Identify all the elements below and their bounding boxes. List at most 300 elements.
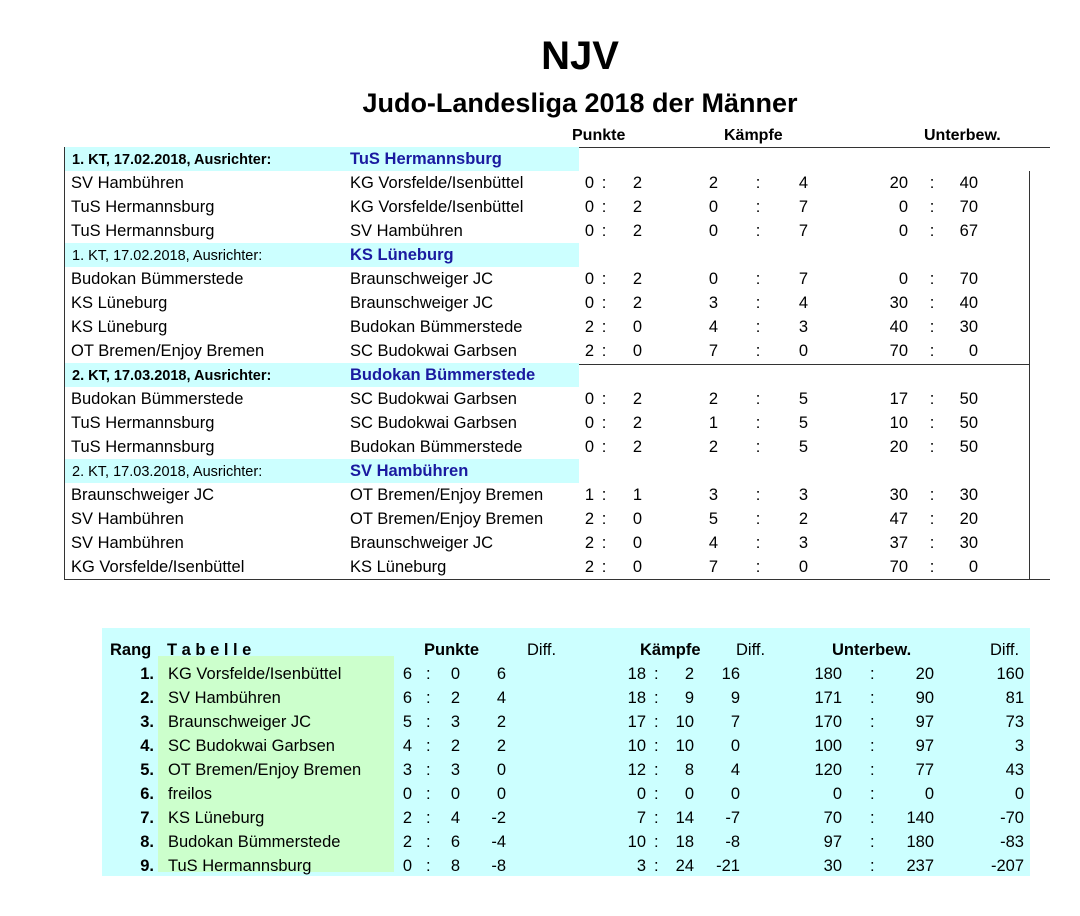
score-colon: : (929, 222, 935, 240)
away-team: OT Bremen/Enjoy Bremen (350, 510, 544, 528)
score-colon: : (870, 833, 875, 851)
team-name: KG Vorsfelde/Isenbüttel (168, 665, 342, 683)
score-colon: : (929, 558, 935, 576)
home-team: Budokan Bümmerstede (71, 390, 244, 408)
fights-won: 3 (636, 857, 646, 875)
score-away: 0 (968, 342, 978, 360)
fights-home: 3 (708, 486, 718, 504)
away-team: SC Budokwai Garbsen (350, 390, 517, 408)
away-team: Budokan Bümmerstede (350, 438, 523, 456)
rank: 6. (140, 785, 154, 803)
round-host: TuS Hermannsburg (350, 150, 502, 168)
points-colon: : (601, 342, 607, 360)
match-row (64, 387, 1030, 411)
home-team: TuS Hermannsburg (71, 438, 215, 456)
home-team: KS Lüneburg (71, 294, 168, 312)
score-lost: 77 (915, 761, 934, 779)
fights-lost: 10 (675, 713, 694, 731)
points-away: 0 (632, 342, 642, 360)
fights-away: 7 (798, 270, 808, 288)
score-lost: 20 (915, 665, 934, 683)
points-colon: : (426, 809, 431, 827)
fights-won: 17 (627, 713, 646, 731)
points-away: 2 (632, 414, 642, 432)
points-lost: 0 (450, 785, 460, 803)
results-table (64, 147, 1030, 579)
fights-lost: 0 (684, 785, 694, 803)
score-away: 50 (959, 390, 978, 408)
score-colon: : (929, 414, 935, 432)
points-home: 0 (584, 414, 594, 432)
standings-row (102, 734, 1030, 758)
fights-colon: : (654, 737, 659, 755)
points-home: 1 (584, 486, 594, 504)
points-away: 2 (632, 438, 642, 456)
round-header-row (64, 243, 1030, 267)
score-colon: : (929, 342, 935, 360)
fights-colon: : (755, 414, 761, 432)
match-row (64, 435, 1030, 459)
standings-row (102, 758, 1030, 782)
fights-home: 7 (708, 342, 718, 360)
round-host: KS Lüneburg (350, 246, 454, 264)
fights-away: 3 (798, 486, 808, 504)
score-won: 30 (823, 857, 842, 875)
fights-diff: 16 (721, 665, 740, 683)
fights-colon: : (755, 438, 761, 456)
rank: 2. (140, 689, 154, 707)
round-header-label: 2. KT, 17.03.2018, Ausrichter: (72, 464, 263, 480)
fights-colon: : (755, 318, 761, 336)
match-row (64, 219, 1030, 243)
score-away: 70 (959, 270, 978, 288)
points-away: 2 (632, 198, 642, 216)
team-name: TuS Hermannsburg (168, 857, 312, 875)
points-away: 2 (632, 390, 642, 408)
score-colon: : (929, 270, 935, 288)
score-home: 20 (889, 438, 908, 456)
team-name: Budokan Bümmerstede (168, 833, 341, 851)
points-home: 0 (584, 390, 594, 408)
fights-colon: : (755, 486, 761, 504)
round-header-label: 2. KT, 17.03.2018, Ausrichter: (72, 368, 272, 384)
fights-diff: -21 (716, 857, 740, 875)
fights-colon: : (755, 558, 761, 576)
fights-won: 18 (627, 689, 646, 707)
score-home: 70 (889, 342, 908, 360)
points-lost: 6 (450, 833, 460, 851)
score-diff: -207 (990, 857, 1024, 875)
column-header-punkte: Punkte (572, 127, 626, 144)
points-colon: : (601, 558, 607, 576)
points-home: 0 (584, 198, 594, 216)
points-home: 0 (584, 174, 594, 192)
fights-lost: 10 (675, 737, 694, 755)
points-colon: : (601, 270, 607, 288)
page-title: NJV (541, 34, 619, 78)
points-won: 6 (402, 689, 412, 707)
points-away: 2 (632, 294, 642, 312)
team-name: OT Bremen/Enjoy Bremen (168, 761, 362, 779)
score-colon: : (929, 438, 935, 456)
score-diff: -70 (1000, 809, 1024, 827)
points-away: 0 (632, 534, 642, 552)
fights-lost: 24 (675, 857, 694, 875)
score-away: 0 (968, 558, 978, 576)
standings-row (102, 686, 1030, 710)
home-team: SV Hambühren (71, 534, 184, 552)
fights-colon: : (755, 222, 761, 240)
rank: 1. (140, 665, 154, 683)
match-row (64, 339, 1030, 363)
standings-table (102, 628, 1030, 876)
standings-row (102, 806, 1030, 830)
score-away: 30 (959, 486, 978, 504)
fights-away: 3 (798, 318, 808, 336)
match-row (64, 267, 1030, 291)
results-border-bottom (64, 579, 1050, 580)
points-diff: 0 (496, 785, 506, 803)
standings-row (102, 782, 1030, 806)
points-away: 2 (632, 174, 642, 192)
fights-away: 3 (798, 534, 808, 552)
points-home: 2 (584, 318, 594, 336)
points-lost: 3 (450, 761, 460, 779)
column-header-kaempfe: Kämpfe (724, 127, 783, 144)
points-colon: : (601, 510, 607, 528)
standings-row (102, 662, 1030, 686)
home-team: TuS Hermannsburg (71, 198, 215, 216)
match-row (64, 507, 1030, 531)
fights-diff: 9 (730, 689, 740, 707)
points-colon: : (601, 294, 607, 312)
points-lost: 0 (450, 665, 460, 683)
fights-colon: : (755, 198, 761, 216)
fights-away: 2 (798, 510, 808, 528)
fights-home: 2 (708, 174, 718, 192)
score-lost: 180 (906, 833, 934, 851)
points-colon: : (601, 414, 607, 432)
home-team: KS Lüneburg (71, 318, 168, 336)
points-home: 2 (584, 510, 594, 528)
points-colon: : (426, 713, 431, 731)
points-won: 0 (402, 857, 412, 875)
home-team: TuS Hermannsburg (71, 222, 215, 240)
page-subtitle: Judo-Landesliga 2018 der Männer (362, 88, 798, 118)
fights-colon: : (755, 270, 761, 288)
score-colon: : (929, 534, 935, 552)
standings-row (102, 854, 1030, 878)
points-won: 2 (402, 809, 412, 827)
score-lost: 97 (915, 713, 934, 731)
match-row (64, 531, 1030, 555)
score-home: 20 (889, 174, 908, 192)
score-lost: 237 (906, 857, 934, 875)
match-row (64, 555, 1030, 579)
match-row (64, 315, 1030, 339)
fights-diff: 4 (730, 761, 740, 779)
score-colon: : (870, 857, 875, 875)
home-team: KG Vorsfelde/Isenbüttel (71, 558, 245, 576)
score-lost: 140 (906, 809, 934, 827)
match-row (64, 195, 1030, 219)
team-name: SV Hambühren (168, 689, 281, 707)
points-colon: : (601, 222, 607, 240)
score-lost: 0 (924, 785, 934, 803)
match-row (64, 411, 1030, 435)
fights-colon: : (654, 713, 659, 731)
fights-won: 7 (636, 809, 646, 827)
score-colon: : (870, 809, 875, 827)
points-away: 2 (632, 270, 642, 288)
header-rang: Rang (110, 641, 152, 659)
score-home: 0 (898, 198, 908, 216)
points-home: 2 (584, 558, 594, 576)
fights-home: 0 (708, 270, 718, 288)
points-lost: 3 (450, 713, 460, 731)
points-won: 6 (402, 665, 412, 683)
rank: 7. (140, 809, 154, 827)
fights-colon: : (654, 761, 659, 779)
score-colon: : (870, 761, 875, 779)
score-diff: 0 (1014, 785, 1024, 803)
points-away: 2 (632, 222, 642, 240)
points-home: 2 (584, 534, 594, 552)
points-diff: 2 (496, 737, 506, 755)
score-won: 120 (814, 761, 842, 779)
score-diff: -83 (1000, 833, 1024, 851)
round-header-row (64, 459, 1030, 483)
points-colon: : (426, 689, 431, 707)
points-lost: 8 (450, 857, 460, 875)
fights-colon: : (755, 174, 761, 192)
fights-lost: 18 (675, 833, 694, 851)
fights-diff: -8 (725, 833, 740, 851)
home-team: SV Hambühren (71, 510, 184, 528)
points-diff: -8 (491, 857, 506, 875)
fights-away: 4 (798, 294, 808, 312)
fights-away: 0 (798, 558, 808, 576)
score-lost: 97 (915, 737, 934, 755)
score-away: 70 (959, 198, 978, 216)
fights-lost: 2 (684, 665, 694, 683)
score-won: 0 (832, 785, 842, 803)
fights-home: 5 (708, 510, 718, 528)
score-colon: : (929, 486, 935, 504)
fights-diff: 0 (730, 737, 740, 755)
points-colon: : (601, 390, 607, 408)
away-team: KS Lüneburg (350, 558, 447, 576)
score-colon: : (929, 198, 935, 216)
header-unterbew: Unterbew. (832, 641, 912, 659)
points-colon: : (426, 857, 431, 875)
score-away: 20 (959, 510, 978, 528)
fights-won: 10 (627, 737, 646, 755)
fights-won: 12 (627, 761, 646, 779)
points-colon: : (601, 174, 607, 192)
points-diff: -4 (491, 833, 506, 851)
rank: 9. (140, 857, 154, 875)
score-home: 40 (889, 318, 908, 336)
score-home: 17 (889, 390, 908, 408)
points-lost: 2 (450, 737, 460, 755)
points-diff: 4 (496, 689, 506, 707)
points-away: 0 (632, 510, 642, 528)
fights-away: 7 (798, 222, 808, 240)
points-home: 2 (584, 342, 594, 360)
points-colon: : (426, 737, 431, 755)
away-team: SC Budokwai Garbsen (350, 414, 517, 432)
fights-home: 2 (708, 390, 718, 408)
round-header-label: 1. KT, 17.02.2018, Ausrichter: (72, 152, 272, 168)
fights-diff: 7 (730, 713, 740, 731)
score-home: 30 (889, 486, 908, 504)
score-away: 40 (959, 294, 978, 312)
fights-colon: : (654, 833, 659, 851)
fights-away: 0 (798, 342, 808, 360)
points-colon: : (426, 665, 431, 683)
fights-colon: : (654, 809, 659, 827)
round-header-label: 1. KT, 17.02.2018, Ausrichter: (72, 248, 263, 264)
points-won: 2 (402, 833, 412, 851)
fights-colon: : (755, 342, 761, 360)
home-team: TuS Hermannsburg (71, 414, 215, 432)
rank: 3. (140, 713, 154, 731)
header-kaempfe: Kämpfe (640, 641, 701, 659)
score-diff: 43 (1005, 761, 1024, 779)
score-colon: : (870, 737, 875, 755)
fights-away: 5 (798, 390, 808, 408)
score-won: 171 (814, 689, 842, 707)
score-won: 180 (814, 665, 842, 683)
round-host: SV Hambühren (350, 462, 469, 480)
fights-away: 5 (798, 414, 808, 432)
away-team: KG Vorsfelde/Isenbüttel (350, 174, 524, 192)
points-home: 0 (584, 270, 594, 288)
away-team: KG Vorsfelde/Isenbüttel (350, 198, 524, 216)
score-colon: : (870, 785, 875, 803)
points-colon: : (601, 486, 607, 504)
score-won: 100 (814, 737, 842, 755)
home-team: Budokan Bümmerstede (71, 270, 244, 288)
score-home: 30 (889, 294, 908, 312)
fights-colon: : (654, 785, 659, 803)
points-home: 0 (584, 294, 594, 312)
standings-header-row (102, 638, 1030, 662)
score-lost: 90 (915, 689, 934, 707)
score-colon: : (929, 294, 935, 312)
match-row (64, 171, 1030, 195)
team-name: Braunschweiger JC (168, 713, 312, 731)
score-away: 50 (959, 438, 978, 456)
fights-away: 5 (798, 438, 808, 456)
fights-colon: : (654, 857, 659, 875)
score-colon: : (870, 713, 875, 731)
fights-won: 10 (627, 833, 646, 851)
score-diff: 73 (1005, 713, 1024, 731)
score-diff: 3 (1014, 737, 1024, 755)
home-team: SV Hambühren (71, 174, 184, 192)
score-away: 30 (959, 318, 978, 336)
fights-diff: -7 (725, 809, 740, 827)
score-colon: : (870, 689, 875, 707)
score-away: 30 (959, 534, 978, 552)
score-colon: : (929, 318, 935, 336)
home-team: Braunschweiger JC (71, 486, 215, 504)
points-home: 0 (584, 438, 594, 456)
fights-home: 4 (708, 534, 718, 552)
fights-home: 0 (708, 222, 718, 240)
fights-home: 1 (708, 414, 718, 432)
score-away: 50 (959, 414, 978, 432)
points-colon: : (601, 534, 607, 552)
points-colon: : (601, 198, 607, 216)
fights-home: 4 (708, 318, 718, 336)
points-colon: : (601, 438, 607, 456)
fights-away: 4 (798, 174, 808, 192)
header-diff-kaempfe: Diff. (736, 641, 766, 659)
score-colon: : (870, 665, 875, 683)
team-name: KS Lüneburg (168, 809, 265, 827)
points-won: 4 (402, 737, 412, 755)
score-diff: 160 (996, 665, 1024, 683)
points-colon: : (426, 761, 431, 779)
away-team: Budokan Bümmerstede (350, 318, 523, 336)
away-team: SC Budokwai Garbsen (350, 342, 517, 360)
points-diff: -2 (491, 809, 506, 827)
round-header-row (64, 147, 1030, 171)
fights-lost: 8 (684, 761, 694, 779)
fights-away: 7 (798, 198, 808, 216)
rank: 4. (140, 737, 154, 755)
header-tabelle: T a b e l l e (167, 641, 252, 659)
score-diff: 81 (1005, 689, 1024, 707)
score-colon: : (929, 510, 935, 528)
column-header-unterbew: Unterbew. (924, 127, 1001, 144)
fights-diff: 0 (730, 785, 740, 803)
fights-colon: : (755, 294, 761, 312)
away-team: OT Bremen/Enjoy Bremen (350, 486, 544, 504)
fights-home: 0 (708, 198, 718, 216)
standings-row (102, 710, 1030, 734)
team-name: freilos (168, 785, 213, 803)
score-colon: : (929, 390, 935, 408)
fights-colon: : (755, 510, 761, 528)
fights-colon: : (755, 390, 761, 408)
score-won: 97 (823, 833, 842, 851)
score-colon: : (929, 174, 935, 192)
round-host: Budokan Bümmerstede (350, 366, 536, 384)
score-home: 0 (898, 222, 908, 240)
score-home: 37 (889, 534, 908, 552)
team-name: SC Budokwai Garbsen (168, 737, 335, 755)
fights-home: 3 (708, 294, 718, 312)
points-diff: 2 (496, 713, 506, 731)
fights-colon: : (654, 665, 659, 683)
home-team: OT Bremen/Enjoy Bremen (71, 342, 265, 360)
header-diff-unterbew: Diff. (990, 641, 1020, 659)
points-colon: : (426, 833, 431, 851)
points-diff: 6 (496, 665, 506, 683)
header-diff-punkte: Diff. (527, 641, 557, 659)
points-won: 5 (402, 713, 412, 731)
points-away: 1 (632, 486, 642, 504)
away-team: Braunschweiger JC (350, 270, 494, 288)
points-won: 3 (402, 761, 412, 779)
score-away: 40 (959, 174, 978, 192)
away-team: Braunschweiger JC (350, 534, 494, 552)
rank: 8. (140, 833, 154, 851)
